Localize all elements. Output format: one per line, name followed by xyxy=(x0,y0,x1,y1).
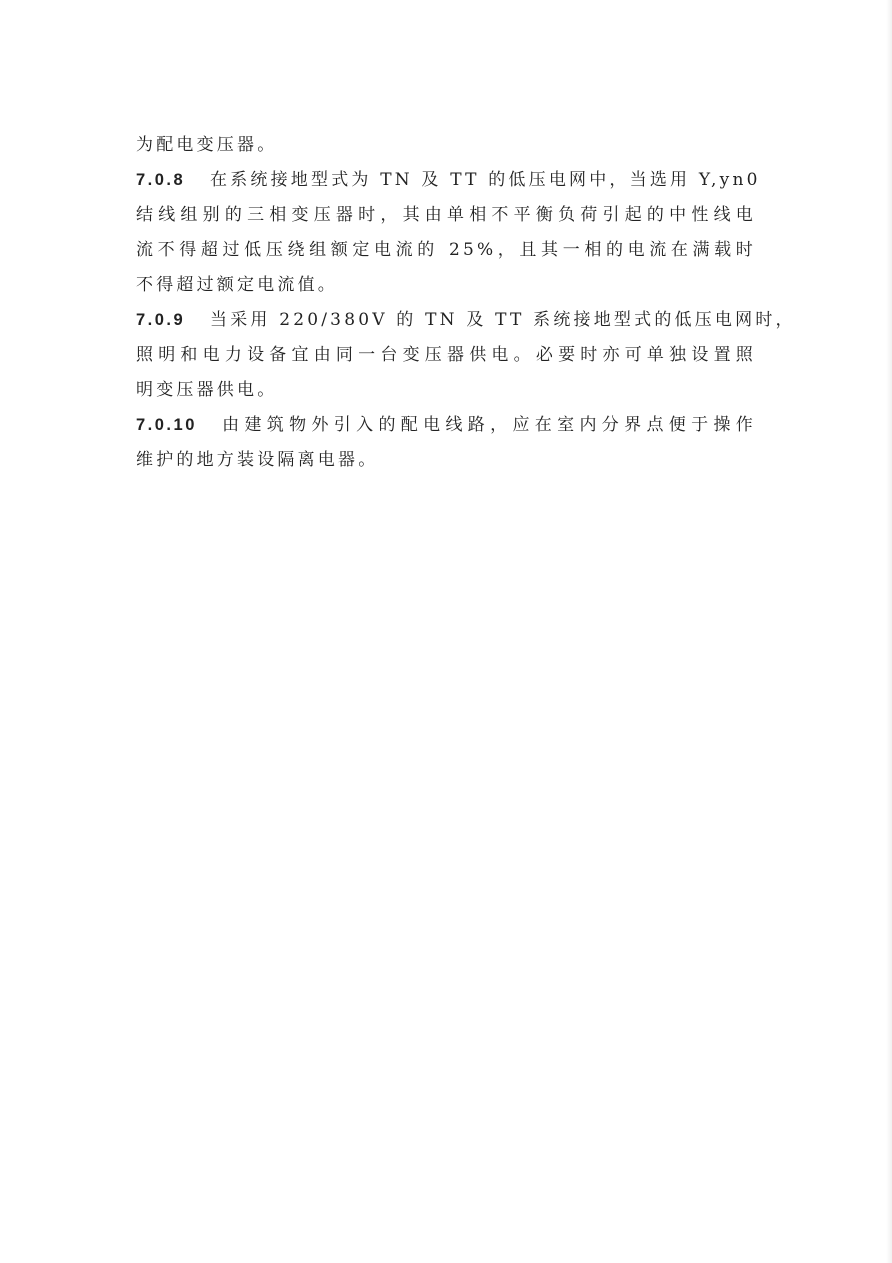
clause-text: 维护的地方装设隔离电器。 xyxy=(136,450,379,470)
clause-text: 流不得超过低压绕组额定电流的 25%，且其一相的电流在满载时 xyxy=(136,240,756,260)
clause-7-0-9-line-2 xyxy=(136,340,756,375)
clause-7-0-8-line-1 xyxy=(136,165,761,200)
clause-text: 不得超过额定电流值。 xyxy=(136,275,338,295)
clause-7-0-8-line-2 xyxy=(136,200,756,235)
clause-7-0-9-line-1 xyxy=(136,305,796,340)
clause-text: 在系统接地型式为 TN 及 TT 的低压电网中，当选用 Y,yn0 xyxy=(210,170,761,190)
clause-text: 照明和电力设备宜由同一台变压器供电。必要时亦可单独设置照 xyxy=(136,345,756,365)
document-body xyxy=(136,130,796,480)
clause-7-0-10-line-2 xyxy=(136,445,756,480)
clause-number: 7.0.8 xyxy=(136,171,186,189)
intro-text: 为配电变压器。 xyxy=(136,135,278,155)
intro-line xyxy=(136,130,756,165)
clause-text: 明变压器供电。 xyxy=(136,380,278,400)
clause-7-0-10-line-1 xyxy=(136,410,756,445)
clause-text: 当采用 220/380V 的 TN 及 TT 系统接地型式的低压电网时， xyxy=(210,310,796,330)
clause-number: 7.0.9 xyxy=(136,311,186,329)
clause-text: 结线组别的三相变压器时，其由单相不平衡负荷引起的中性线电 xyxy=(136,205,756,225)
clause-text: 由建筑物外引入的配电线路，应在室内分界点便于操作 xyxy=(220,415,756,435)
clause-7-0-9-line-3 xyxy=(136,375,756,410)
clause-7-0-8-line-4 xyxy=(136,270,756,305)
clause-number: 7.0.10 xyxy=(136,416,197,434)
page-edge-shadow xyxy=(886,0,892,1263)
clause-7-0-8-line-3 xyxy=(136,235,756,270)
